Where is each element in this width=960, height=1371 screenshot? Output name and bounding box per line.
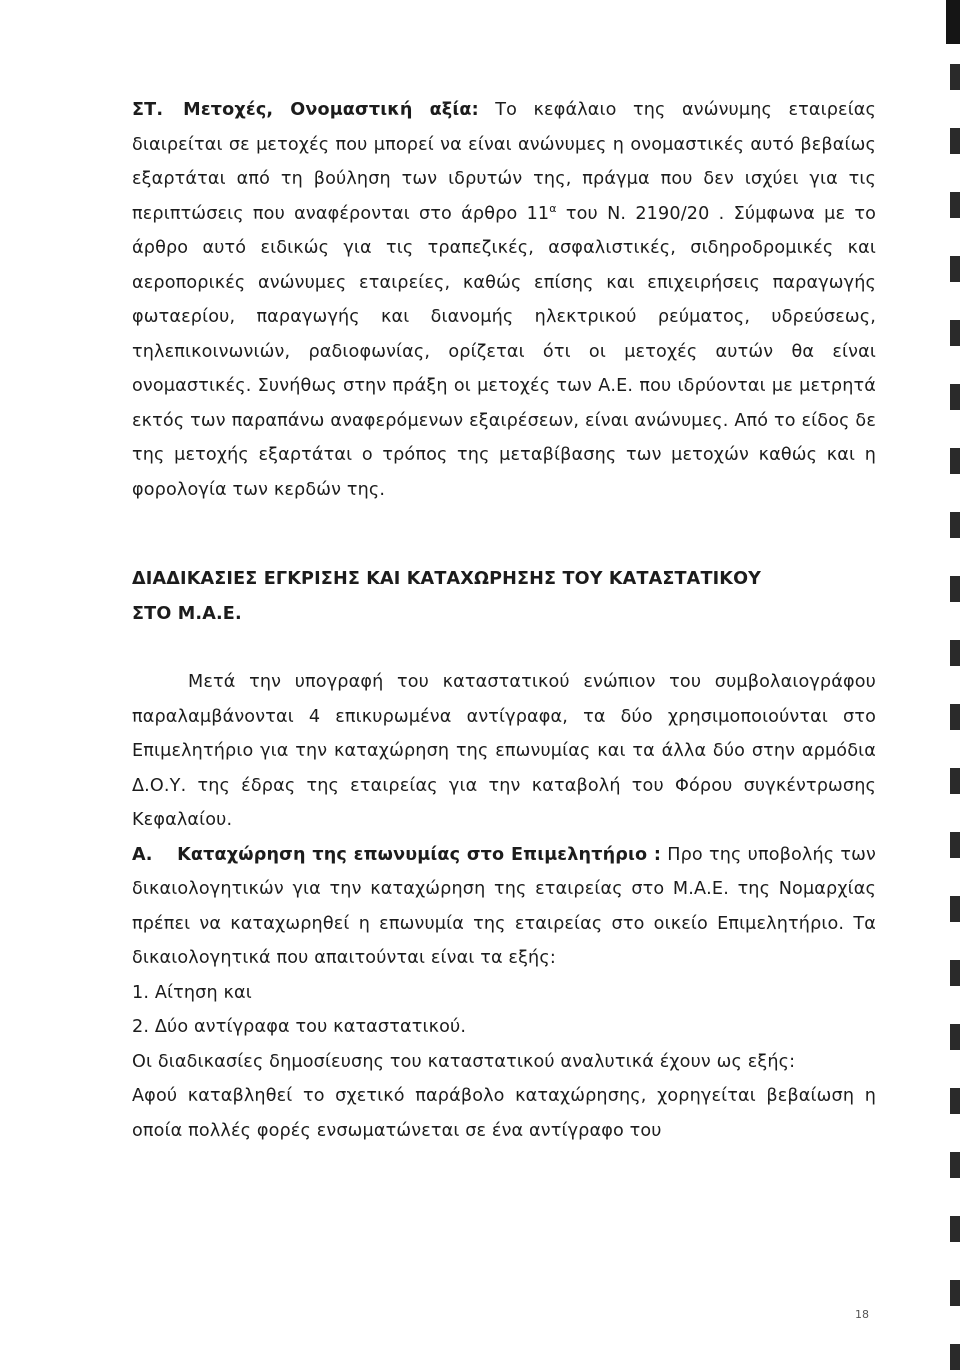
section-st-title: Μετοχές, Ονομαστική αξία: xyxy=(183,100,479,120)
list-item: 1. Αίτηση και xyxy=(132,982,252,1003)
section-a-title: Καταχώρηση της επωνυμίας στο Επιμελητήριο : xyxy=(177,844,662,865)
page-edge-binding xyxy=(950,0,960,1371)
section-a-label: Α. xyxy=(132,844,153,865)
article-superscript: α xyxy=(549,201,557,215)
page-number: 18 xyxy=(855,1308,869,1321)
document-page xyxy=(132,93,876,1148)
section-a-text: Προ της υποβολής των δικαιολογητικών για την καταχώρηση της εταιρείας στο Μ.Α.Ε. της Νομαρχίας πρέπει να καταχωρηθεί η επωνυμία της εταιρείας στο οικείο Επιμελητήριο. Τα δικαιολογητικά που απαιτούνται είναι τα εξής: xyxy=(132,844,876,968)
procedures-heading-line2: ΣΤΟ Μ.Α.Ε. xyxy=(132,603,242,624)
procedures-heading xyxy=(132,562,876,597)
section-st-text-a: Το κεφάλαιο της ανώνυμης εταιρείας διαιρείται σε μετοχές που μπορεί να είναι ανώνυμες η ονομαστικές αυτό βεβαίως εξαρτάται από τη βούληση των ιδρυτών της, πράγμα που δεν ισχύει για τις περιπτώσεις που αναφέρονται στο άρθρο 11 xyxy=(132,100,877,224)
section-st-paragraph xyxy=(132,93,876,507)
list-item: 2. Δύο αντίγραφα του καταστατικού. xyxy=(132,1017,467,1037)
final-paragraph: Αφού καταβληθεί το σχετικό παράβολο καταχώρησης, χορηγείται βεβαίωση η οποία πολλές φορές ενσωματώνεται σε ένα αντίγραφο του xyxy=(132,1086,876,1141)
procedures-heading-line1: ΔΙΑΔΙΚΑΣΙΕΣ ΕΓΚΡΙΣΗΣ ΚΑΙ ΚΑΤΑΧΩΡΗΣΗΣ ΤΟΥ ΚΑΤΑΣΤΑΤΙΚΟΥ xyxy=(132,569,762,589)
section-st-text-b: του Ν. 2190/20 . Σύμφωνα με το άρθρο αυτό ειδικώς για τις τραπεζικές, ασφαλιστικές, σιδηροδρομικές και αεροπορικές ανώνυμες εταιρείες, καθώς επίσης και επιχειρήσεις παραγωγής φωταερίου, παραγωγής και διανομής ηλεκτρικού ρεύματος, υδρεύσεως, τηλεπικοινωνιών, ραδιοφωνίας, ορίζεται ότι οι μετοχές αυτών θα είναι ονομαστικές. Συνήθως στην πράξη οι μετοχές των Α.Ε. που ιδρύονται με μετρητά εκτός των παραπάνω αναφερόμενων εξαιρέσεων, είναι ανώνυμες. Από το είδος δε της μετοχής εξαρτάται ο τρόπος της μεταβίβασης των μετοχών καθώς και η φορολογία των κερδών της. xyxy=(132,203,876,500)
page-edge-top-mark xyxy=(946,0,960,44)
section-a-paragraph xyxy=(132,838,876,976)
section-st-label: ΣΤ. xyxy=(132,100,164,120)
publication-line: Οι διαδικασίες δημοσίευσης του καταστατικού αναλυτικά έχουν ως εξής: xyxy=(132,1051,796,1072)
intro-paragraph: Μετά την υπογραφή του καταστατικού ενώπιον του συμβολαιογράφου παραλαμβάνονται 4 επικυρωμένα αντίγραφα, τα δύο χρησιμοποιούνται στο Επιμελητήριο για την καταχώρηση της επωνυμίας και τα άλλα δύο στην αρμόδια Δ.Ο.Υ. της έδρας της εταιρείας για την καταβολή του Φόρου συγκέντρωσης Κεφαλαίου. xyxy=(132,672,876,830)
